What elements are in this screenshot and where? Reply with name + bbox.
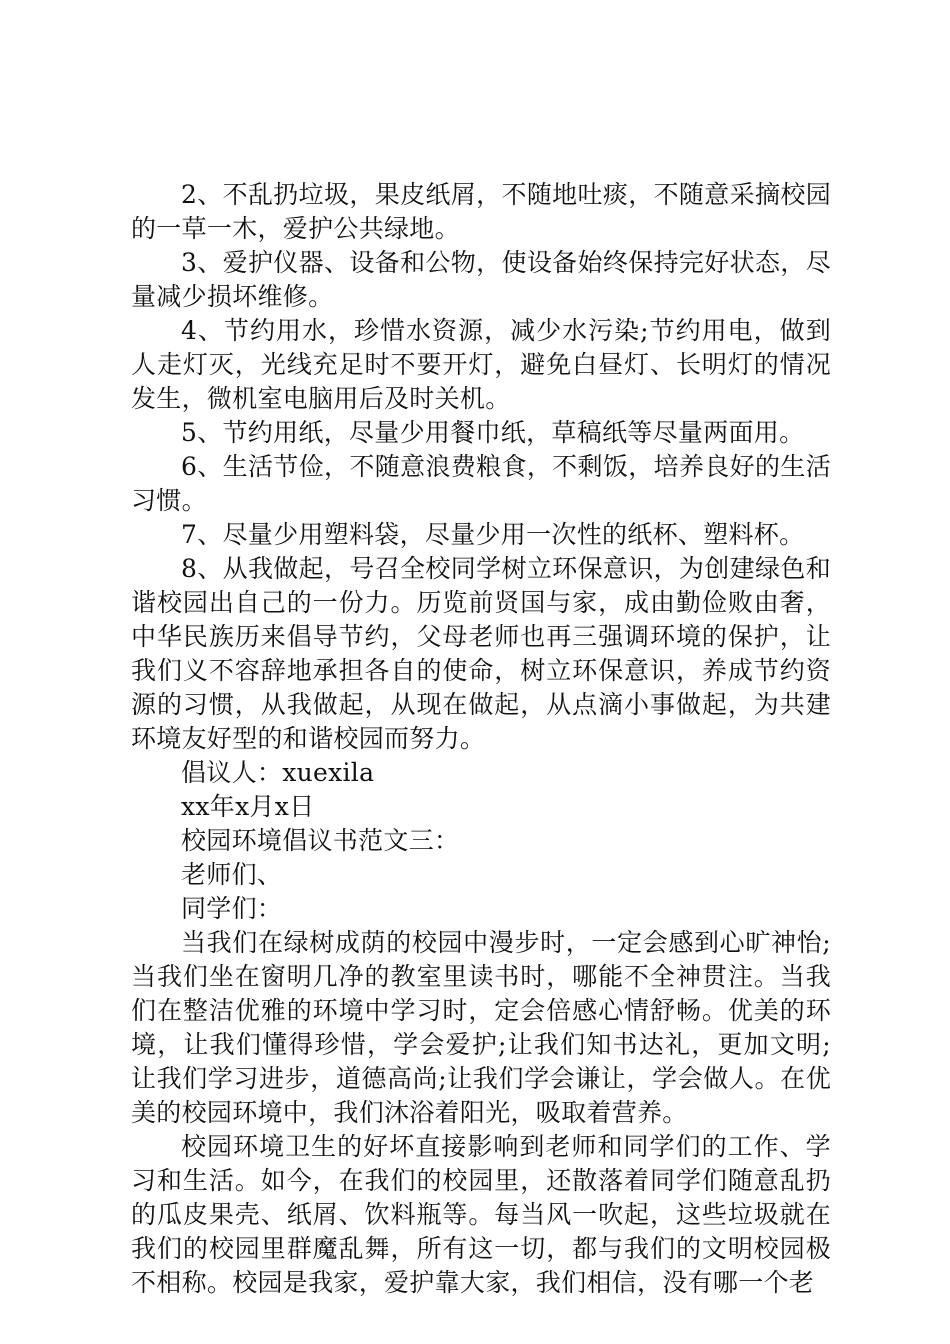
body-paragraph: 校园环境卫生的好坏直接影响到老师和同学们的工作、学习和生活。如今，在我们的校园里，还散落着同学们随意乱扔的瓜皮果壳、纸屑、饮料瓶等。每当风一吹起，这些垃圾就在我们的校园里群魔乱舞，所有这一切，都与我们的文明校园极不相称。校园是我家，爱护靠大家，我们相信，没有哪一个老 — [131, 1132, 831, 1297]
date-line: xx年x月x日 — [181, 792, 315, 821]
section-title: 校园环境倡议书范文三： — [181, 826, 460, 855]
document-body — [131, 178, 831, 1300]
proposer-line: 倡议人：xuexila — [181, 758, 375, 787]
salutation-students: 同学们： — [181, 894, 283, 923]
paragraph-item-4: 4、节约用水，珍惜水资源，减少水污染;节约用电，做到人走灯灭，光线充足时不要开灯，避免白昼灯、长明灯的情况发生，微机室电脑用后及时关机。 — [131, 316, 831, 413]
body-paragraph: 当我们在绿树成荫的校园中漫步时，一定会感到心旷神怡;当我们坐在窗明几净的教室里读书时，哪能不全神贯注。当我们在整洁优雅的环境中学习时，定会倍感心情舒畅。优美的环境，让我们懂得珍惜，学会爱护;让我们知书达礼，更加文明;让我们学习进步，道德高尚;让我们学会谦让，学会做人。在优美的校园环境中，我们沐浴着阳光，吸取着营养。 — [131, 928, 831, 1127]
paragraph-item-5: 5、节约用纸，尽量少用餐巾纸，草稿纸等尽量两面用。 — [181, 418, 805, 447]
salutation-teachers: 老师们、 — [181, 860, 283, 889]
paragraph-item-6: 6、生活节俭，不随意浪费粮食，不剩饭，培养良好的生活习惯。 — [131, 452, 831, 515]
paragraph-item-3: 3、爱护仪器、设备和公物，使设备始终保持完好状态，尽量减少损坏维修。 — [131, 248, 831, 311]
paragraph-item-2: 2、不乱扔垃圾，果皮纸屑，不随地吐痰，不随意采摘校园的一草一木，爱护公共绿地。 — [131, 180, 831, 243]
paragraph-item-8: 8、从我做起，号召全校同学树立环保意识，为创建绿色和谐校园出自己的一份力。历览前贤国与家，成由勤俭败由奢，中华民族历来倡导节约，父母老师也再三强调环境的保护，让我们义不容辞地承担各自的使命，树立环保意识，养成节约资源的习惯，从我做起，从现在做起，从点滴小事做起，为共建环境友好型的和谐校园而努力。 — [131, 554, 831, 753]
paragraph-item-7: 7、尽量少用塑料袋，尽量少用一次性的纸杯、塑料杯。 — [181, 520, 805, 549]
